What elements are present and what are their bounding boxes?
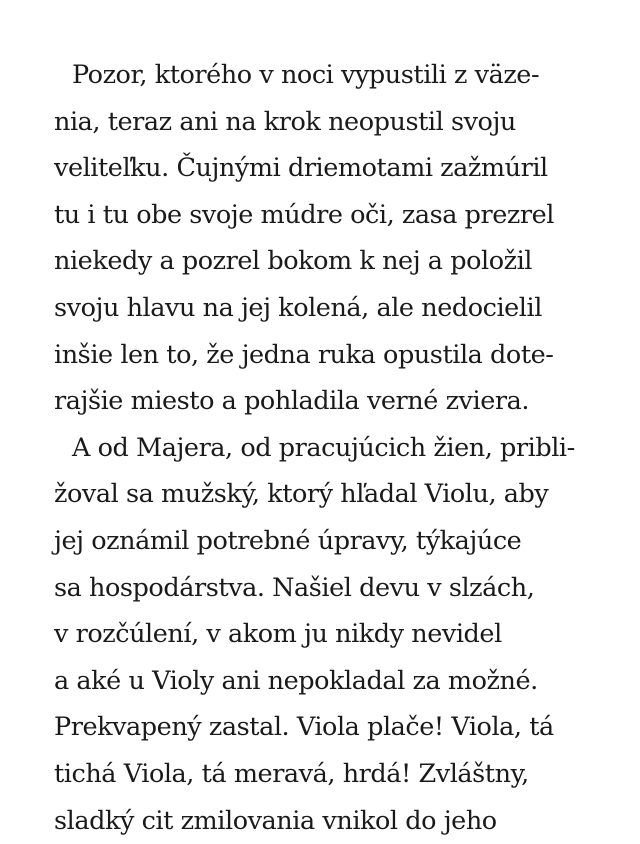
text-line: Prekvapený zastal. Viola plače! Viola, tá: [54, 704, 594, 751]
paragraph-first-line: Pozor, ktorého v noci vypustili z väze-: [54, 52, 594, 99]
text-line: inšie len to, že jedna ruka opustila dote-: [54, 332, 594, 379]
text-line: nia, teraz ani na krok neopustil svoju: [54, 99, 594, 146]
text-line: niekedy a pozrel bokom k nej a položil: [54, 238, 594, 285]
text-line: žoval sa mužský, ktorý hľadal Violu, aby: [54, 471, 594, 518]
body-text: [54, 52, 594, 844]
text-line: sa hospodárstva. Našiel devu v slzách,: [54, 565, 594, 612]
paragraph-first-line: A od Majera, od pracujúcich žien, pribli-: [54, 425, 594, 472]
text-line: tu i tu obe svoje múdre oči, zasa prezrel: [54, 192, 594, 239]
text-line: a aké u Violy ani nepokladal za možné.: [54, 658, 594, 705]
text-line: svoju hlavu na jej kolená, ale nedocielil: [54, 285, 594, 332]
text-line: v rozčúlení, v akom ju nikdy nevidel: [54, 611, 594, 658]
text-line: rajšie miesto a pohladila verné zviera.: [54, 378, 594, 425]
text-line: veliteľku. Čujnými driemotami zažmúril: [54, 145, 594, 192]
text-line: jej oznámil potrebné úpravy, týkajúce: [54, 518, 594, 565]
text-line: sladký cit zmilovania vnikol do jeho: [54, 798, 594, 844]
text-line: tichá Viola, tá meravá, hrdá! Zvláštny,: [54, 751, 594, 798]
